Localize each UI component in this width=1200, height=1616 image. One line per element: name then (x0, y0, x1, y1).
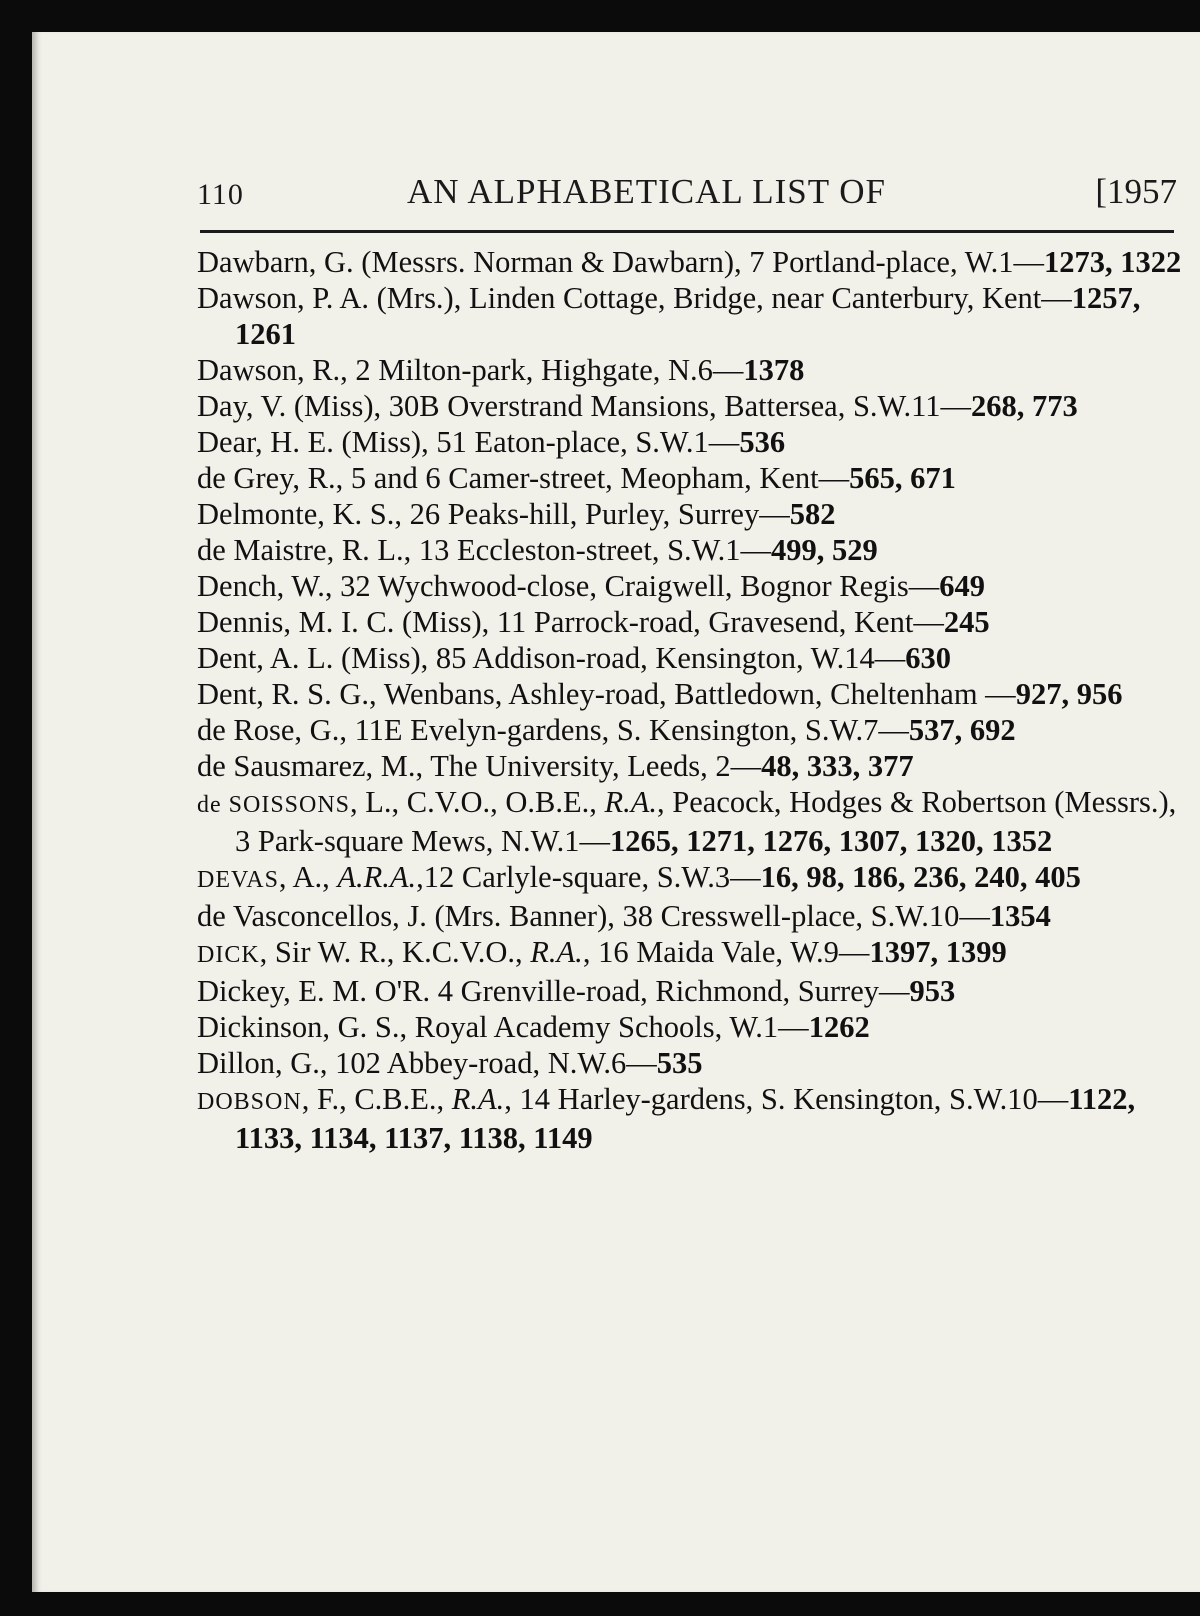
list-entry: de Rose, G., 11E Evelyn-gardens, S. Kensington, S.W.7—537, 692 (197, 713, 1016, 747)
header-rule (200, 230, 1174, 233)
list-entry: Dillon, G., 102 Abbey-road, N.W.6—535 (197, 1046, 703, 1080)
list-entry: Dawson, R., 2 Milton-park, Highgate, N.6—1378 (197, 353, 805, 387)
list-entry: de Maistre, R. L., 13 Eccleston-street, S.W.1—499, 529 (197, 533, 878, 567)
list-entry: Dawson, P. A. (Mrs.), Linden Cottage, Bridge, near Canterbury, Kent—1257, 1261 (197, 281, 1141, 351)
list-entry: Dear, H. E. (Miss), 51 Eaton-place, S.W.1—536 (197, 425, 786, 459)
running-title: AN ALPHABETICAL LIST OF (407, 172, 886, 211)
list-entry: de Vasconcellos, J. (Mrs. Banner), 38 Cresswell-place, S.W.10—1354 (197, 899, 1051, 933)
list-entry: de SOISSONS, L., C.V.O., O.B.E., R.A., Peacock, Hodges & Robertson (Messrs.), 3 Park-square Mews, N.W.1—1265, 1271, 1276, 1307, 1320, 1352 (197, 785, 1177, 858)
list-entry: Dent, R. S. G., Wenbans, Ashley-road, Battledown, Cheltenham —927, 956 (197, 677, 1123, 711)
list-entry: Dawbarn, G. (Messrs. Norman & Dawbarn), 7 Portland-place, W.1—1273, 1322 (197, 245, 1182, 279)
list-entry: de Grey, R., 5 and 6 Camer-street, Meopham, Kent—565, 671 (197, 461, 956, 495)
book-page (32, 32, 1200, 1592)
list-entry: DICK, Sir W. R., K.C.V.O., R.A., 16 Maida Vale, W.9—1397, 1399 (197, 935, 1007, 969)
list-entry: DEVAS, A., A.R.A.,12 Carlyle-square, S.W.3—16, 98, 186, 236, 240, 405 (197, 860, 1081, 894)
list-entry: Dickinson, G. S., Royal Academy Schools, W.1—1262 (197, 1010, 870, 1044)
list-entry: de Sausmarez, M., The University, Leeds, 2—48, 333, 377 (197, 749, 914, 783)
list-entry: Dent, A. L. (Miss), 85 Addison-road, Kensington, W.14—630 (197, 641, 952, 675)
list-entry: Day, V. (Miss), 30B Overstrand Mansions, Battersea, S.W.11—268, 773 (197, 389, 1078, 423)
page-header (197, 172, 1177, 222)
list-entry: Dennis, M. I. C. (Miss), 11 Parrock-road, Gravesend, Kent—245 (197, 605, 990, 639)
list-entry: Delmonte, K. S., 26 Peaks-hill, Purley, Surrey—582 (197, 497, 836, 531)
running-year: [1957 (1095, 172, 1177, 211)
list-entry: DOBSON, F., C.B.E., R.A., 14 Harley-gardens, S. Kensington, S.W.10—1122, 1133, 1134, 1137, 1138, 1149 (197, 1082, 1136, 1155)
list-entry: Dench, W., 32 Wychwood-close, Craigwell, Bognor Regis—649 (197, 569, 985, 603)
entry-list (197, 244, 1182, 1156)
page-number: 110 (197, 178, 244, 211)
list-entry: Dickey, E. M. O'R. 4 Grenville-road, Richmond, Surrey—953 (197, 974, 956, 1008)
